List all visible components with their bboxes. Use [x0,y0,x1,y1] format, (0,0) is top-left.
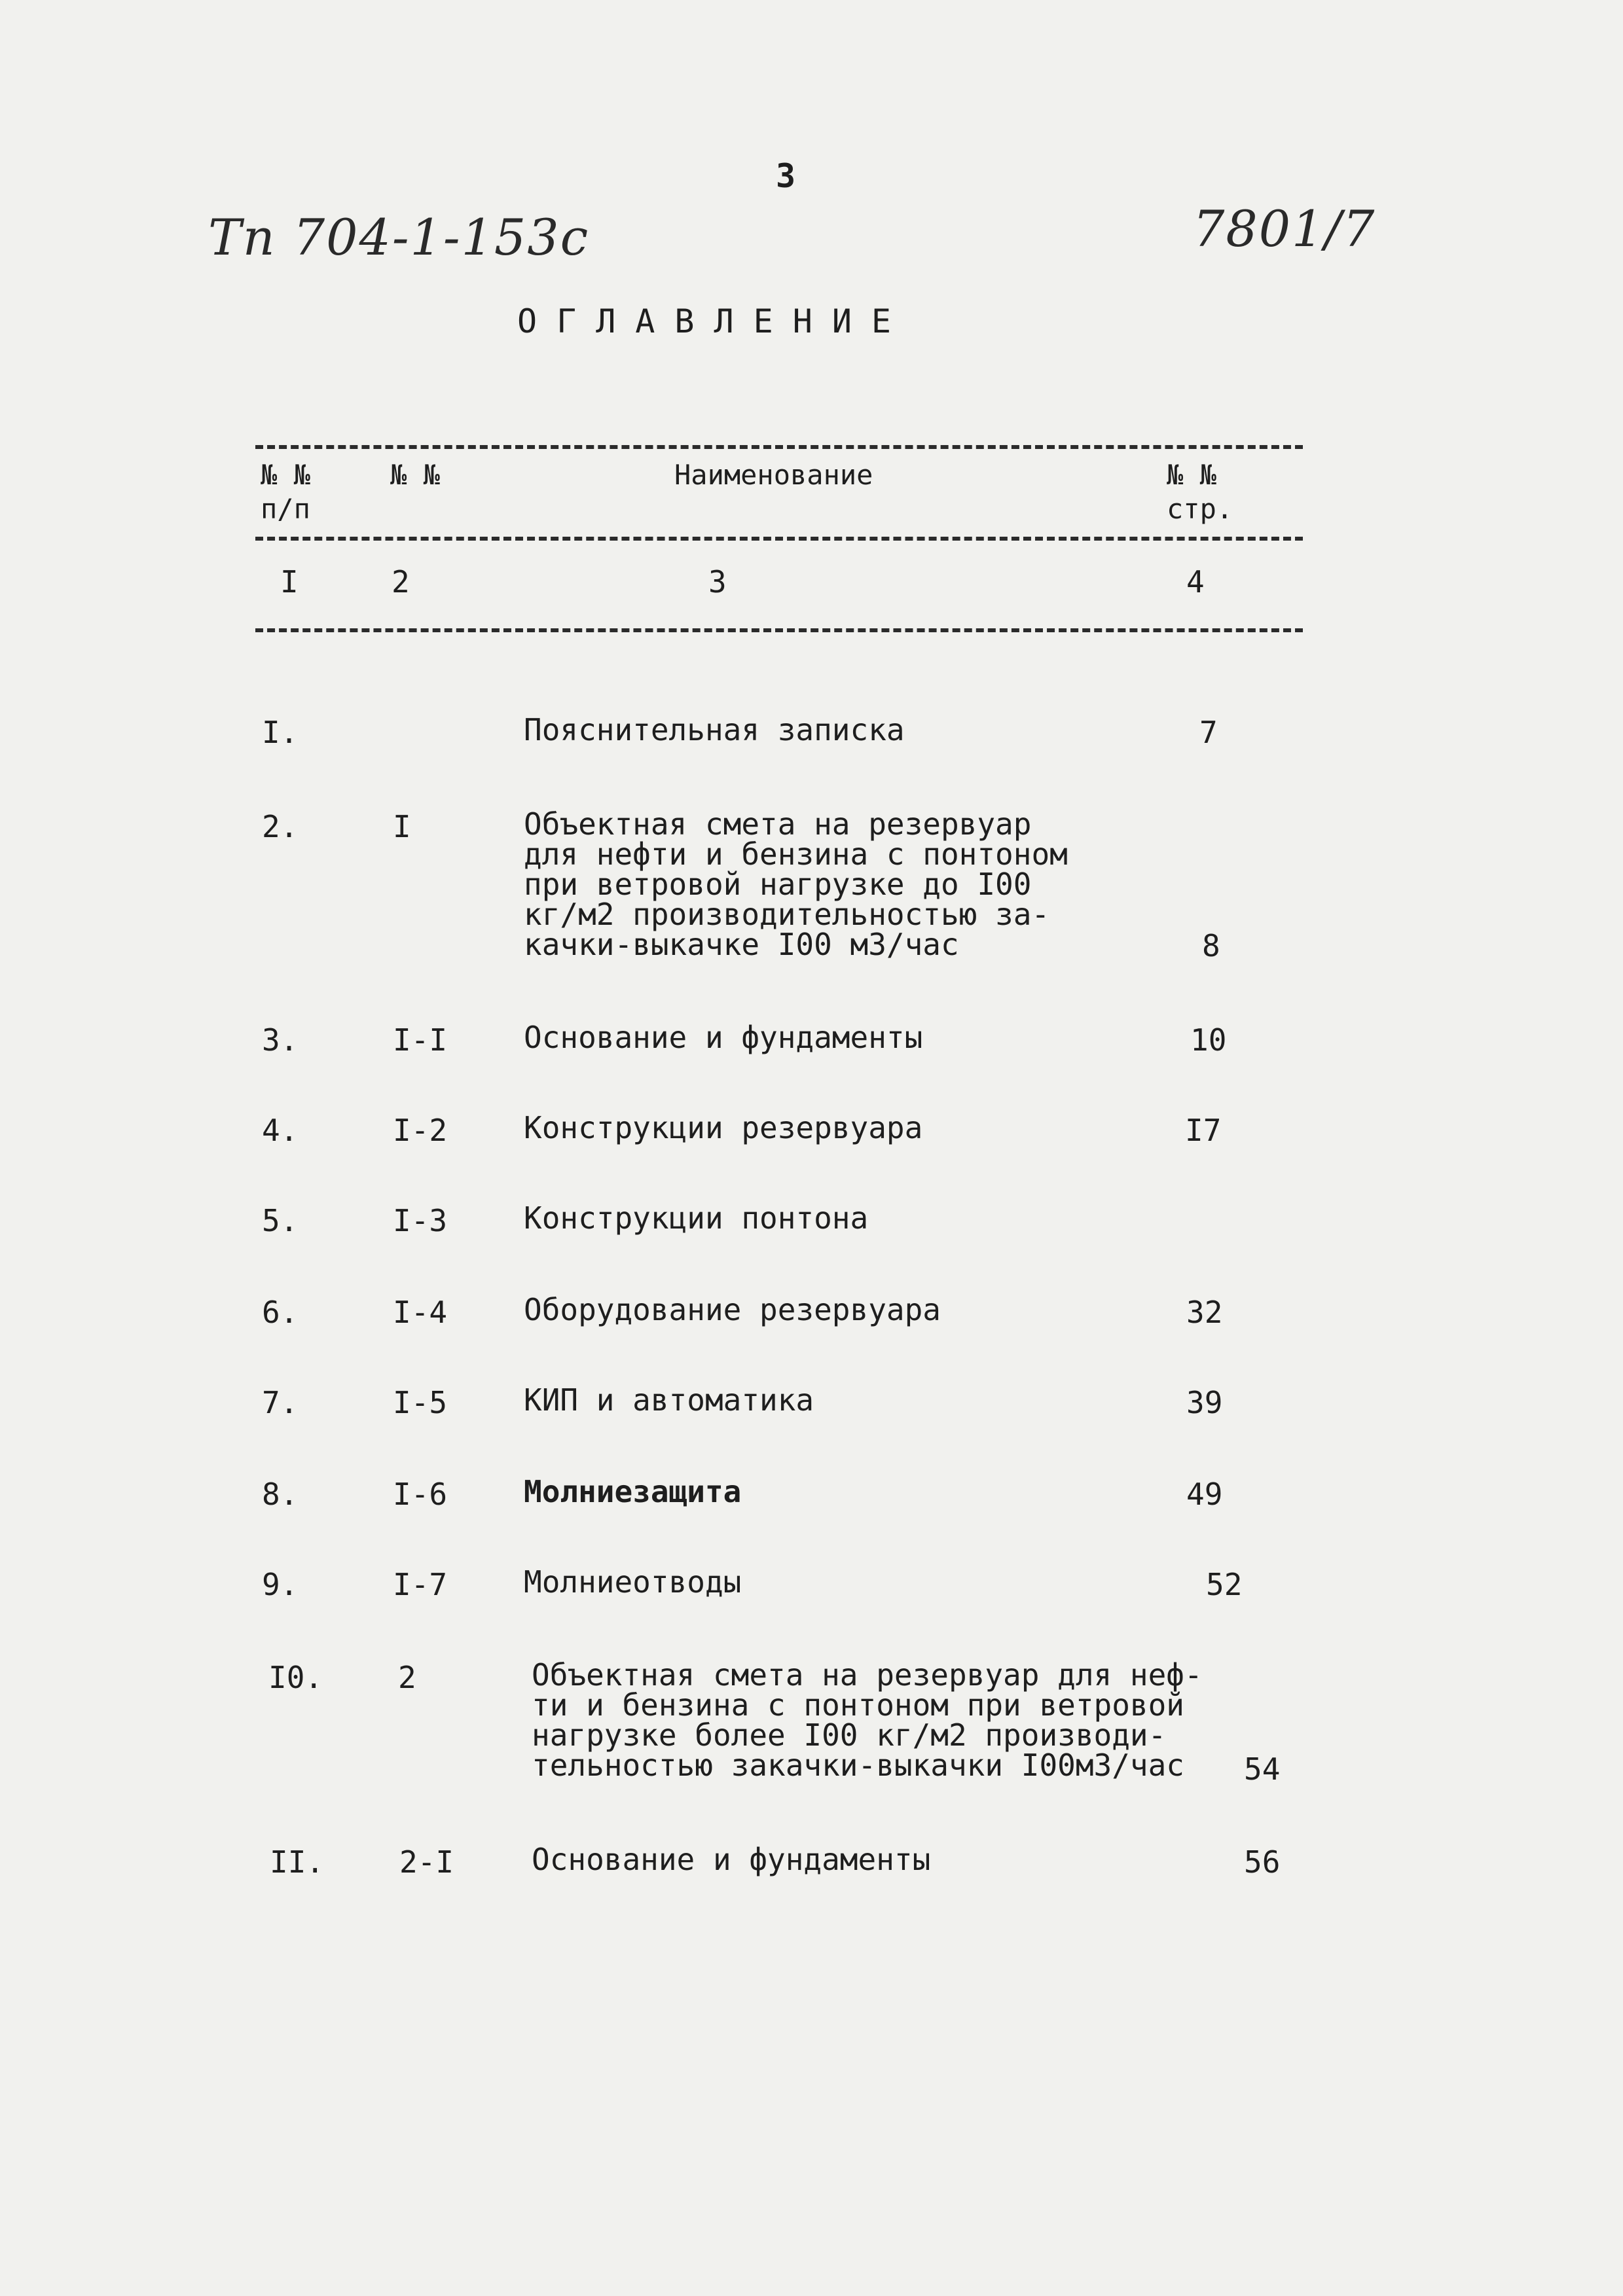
page-title: ОГЛАВЛЕНИЕ [517,302,911,340]
row-code: I [393,809,411,844]
column-number-4: 4 [1186,564,1205,600]
handwritten-document-code: Тп 704-1-153с [208,208,590,266]
row-title: Молниеотводы [524,1564,742,1600]
row-code: I-2 [393,1113,448,1148]
row-page: 8 [1202,928,1220,963]
row-title: Конструкции понтона [524,1200,869,1236]
row-code: I-7 [393,1567,448,1602]
row-code: I-6 [393,1477,448,1512]
page-number: 3 [775,157,796,195]
row-title: Молниезащита [524,1474,742,1509]
table-top-rule [255,445,1303,449]
header-name: Наименование [674,459,873,491]
row-number: 2. [262,809,299,844]
row-code: I-5 [393,1385,448,1420]
row-page: 56 [1244,1844,1281,1880]
row-page: 7 [1199,715,1218,750]
column-number-2: 2 [392,564,410,600]
row-number: I. [262,715,299,750]
row-code: I-3 [393,1203,448,1238]
row-page: 32 [1186,1295,1223,1330]
header-estimate-number: № № [390,459,440,491]
row-title: КИП и автоматика [524,1382,814,1418]
column-number-1: I [280,564,299,600]
row-page: I7 [1185,1113,1222,1148]
row-title: Объектная смета на резервуар для неф- ти и бензина с понтоном при ветровой нагрузке более I00 кг/м2 производи- тельностью закачки-выкачки I00м3/час [532,1657,1203,1783]
row-number: 3. [262,1022,299,1058]
row-code: I-I [393,1022,448,1058]
row-title: Объектная смета на резервуар для нефти и бензина с понтоном при ветровой нагрузке до I00 кг/м2 производительностью за- качки-выкачке I00 м3/час [524,806,1068,962]
header-page-number: № № стр. [1167,459,1233,525]
row-number: I0. [268,1660,323,1695]
row-number: 6. [262,1295,299,1330]
column-numbers-rule [255,628,1303,632]
row-code: 2 [398,1660,416,1695]
row-number: 9. [262,1567,299,1602]
row-number: 5. [262,1203,299,1238]
row-page: 39 [1186,1385,1223,1420]
row-page: 10 [1190,1022,1227,1058]
handwritten-inventory-number: 7801/7 [1193,200,1376,258]
row-title: Пояснительная записка [524,712,905,747]
row-page: 49 [1186,1477,1223,1512]
row-page: 52 [1206,1567,1243,1602]
row-title: Конструкции резервуара [524,1110,923,1145]
row-code: 2-I [399,1844,454,1880]
row-title: Оборудование резервуара [524,1292,941,1327]
row-page: 54 [1244,1751,1281,1787]
row-number: 8. [262,1477,299,1512]
row-number: II. [270,1844,325,1880]
row-code: I-4 [393,1295,448,1330]
row-number: 4. [262,1113,299,1148]
header-item-number: № № п/п [261,459,310,525]
row-title: Основание и фундаменты [524,1020,923,1055]
row-number: 7. [262,1385,299,1420]
column-number-3: 3 [708,564,727,600]
header-rule [255,537,1303,541]
row-title: Основание и фундаменты [532,1842,931,1877]
